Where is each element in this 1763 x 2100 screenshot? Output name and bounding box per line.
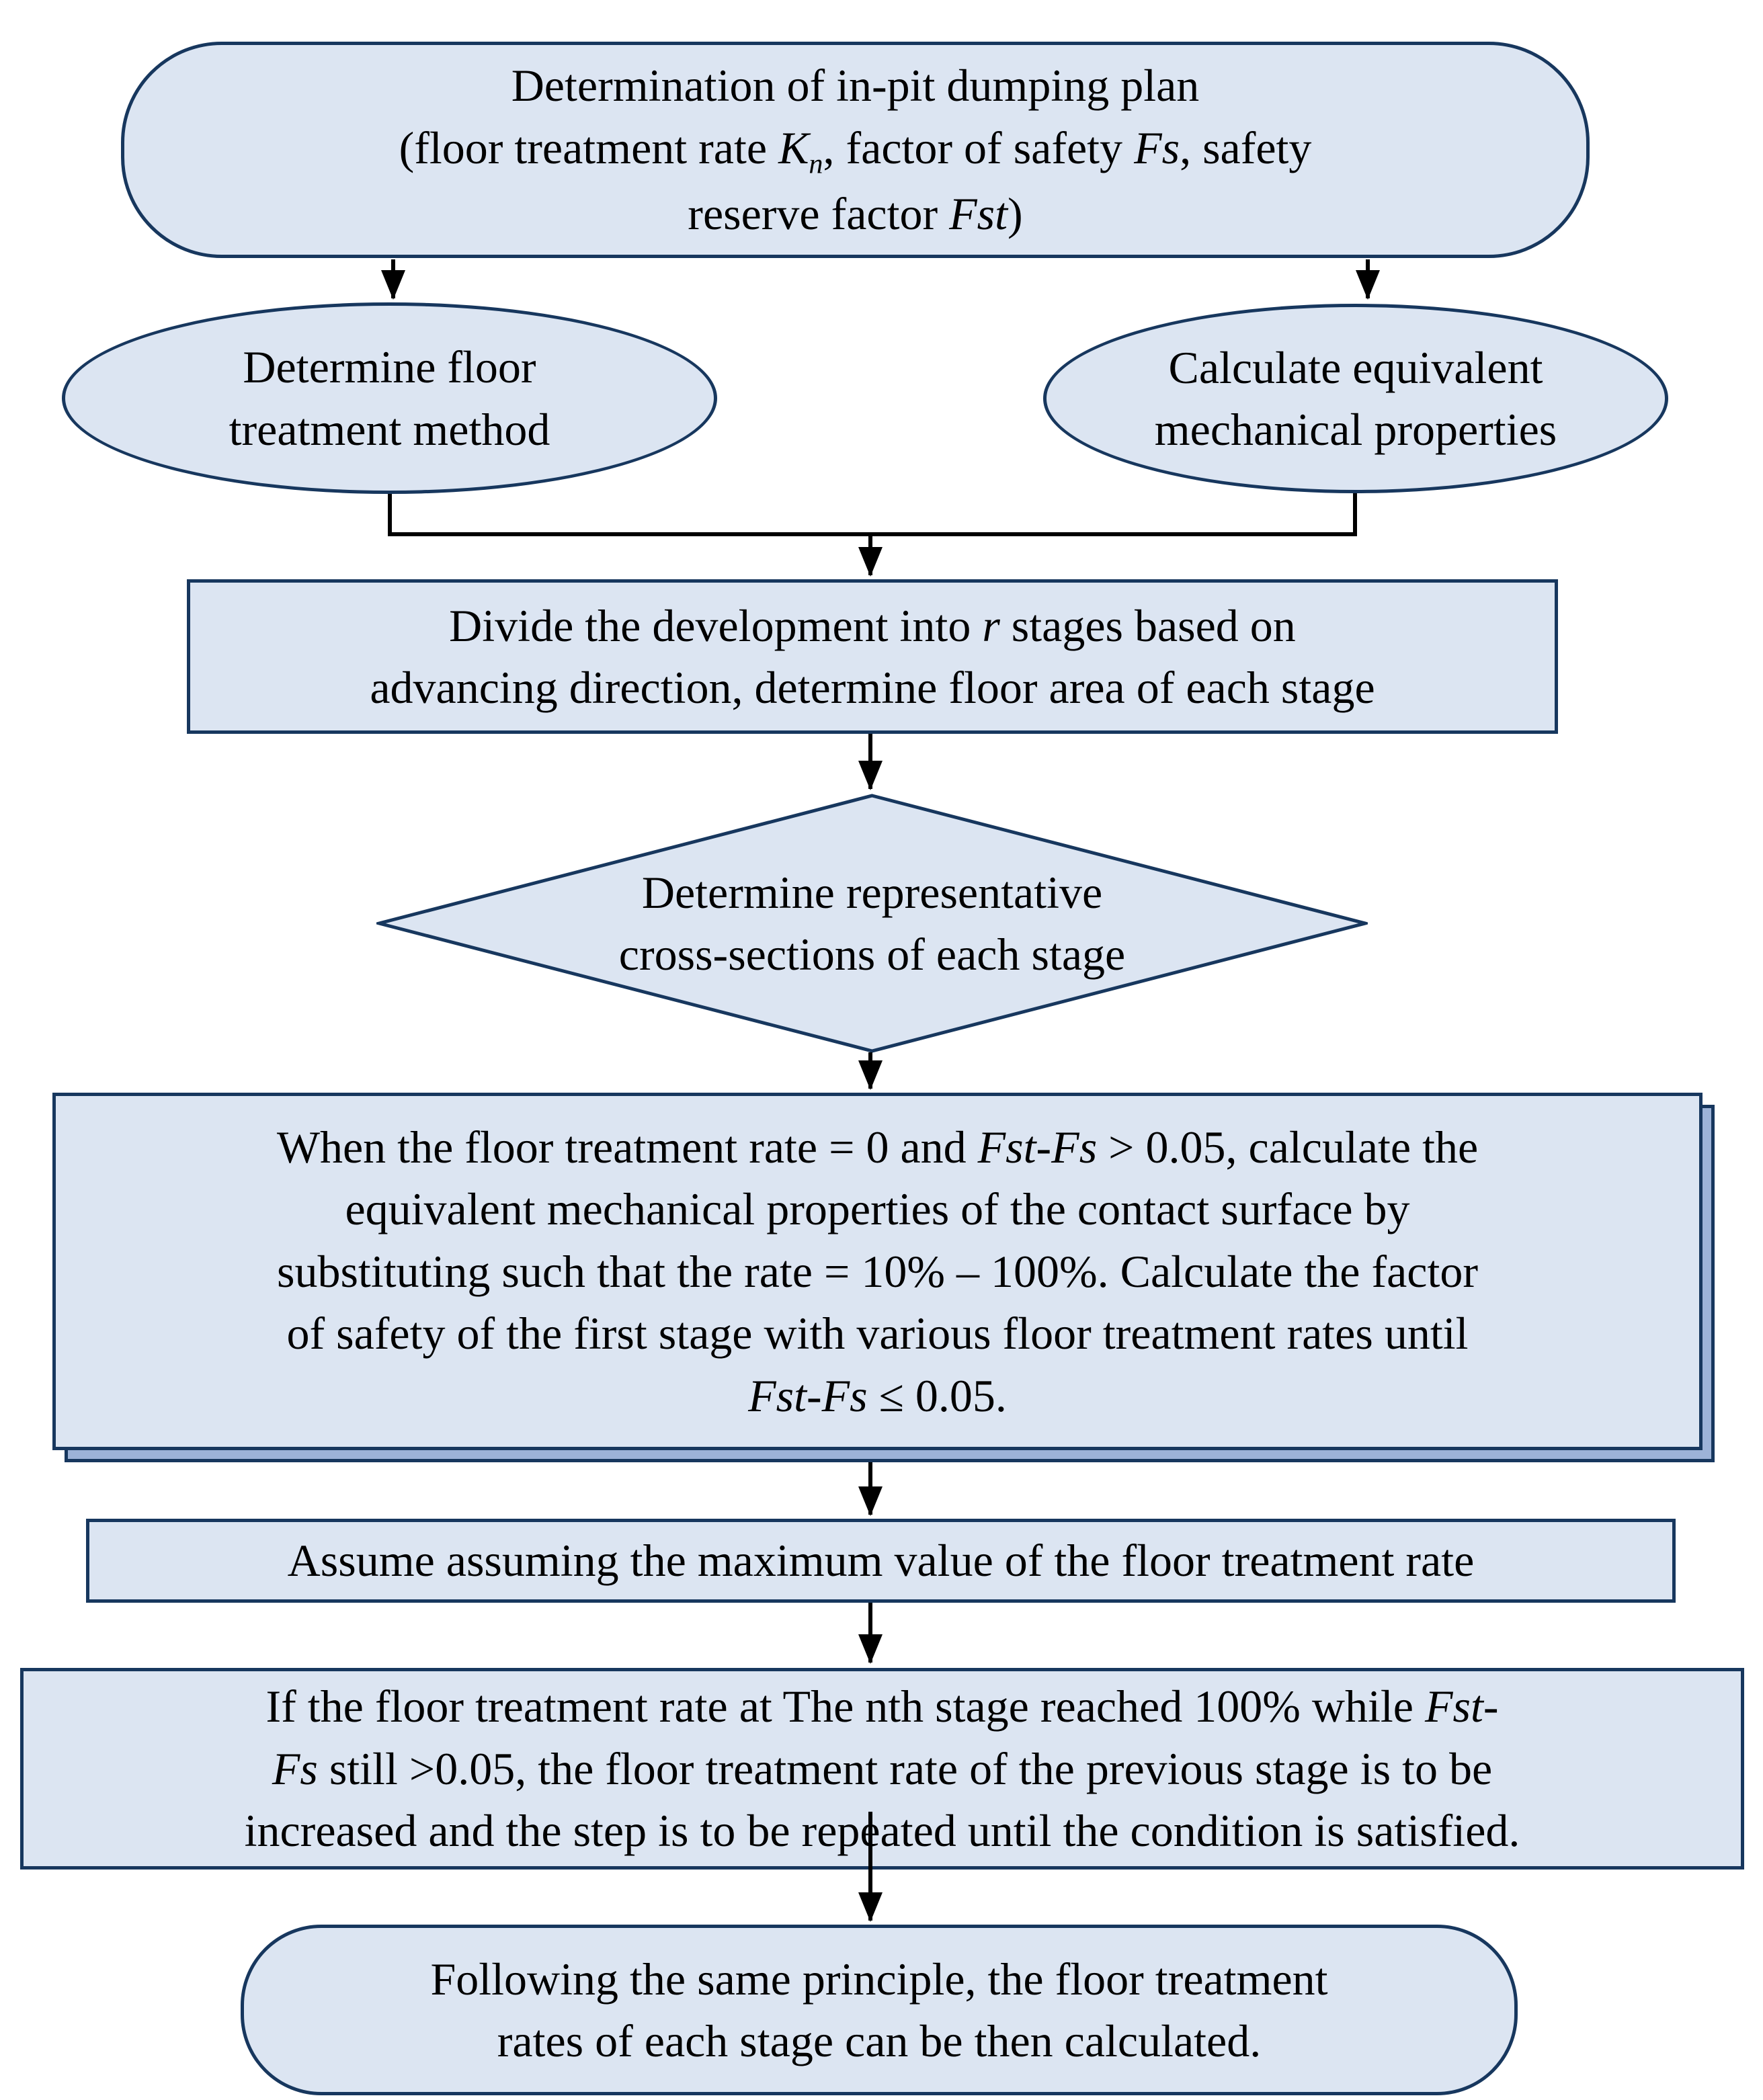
- connector-merge: [390, 493, 1355, 534]
- text-segment-subscript: n: [809, 148, 823, 180]
- text-segment-italic: r: [982, 599, 1000, 651]
- node-calculate-equivalent-mechanical-properties: [1043, 304, 1668, 493]
- node-calculate-safety-factor: [52, 1093, 1703, 1450]
- text-segment-italic: Fst-Fs: [977, 1121, 1098, 1173]
- text-segment-italic: Fs: [272, 1742, 318, 1794]
- text-segment: Divide the development into: [449, 599, 983, 651]
- text-segment: If the floor treatment rate at The nth stage reached 100% while: [265, 1681, 1425, 1732]
- end-line-2: rates of each stage can be then calculated.: [497, 2015, 1262, 2066]
- start-line-2: [399, 117, 1312, 183]
- sections-line-2: cross-sections of each stage: [618, 929, 1126, 980]
- calculate-line-1: [277, 1116, 1478, 1178]
- equivalent-line-2: mechanical properties: [1154, 404, 1557, 455]
- node-representative-cross-sections: [376, 793, 1368, 1054]
- divide-line-2: advancing direction, determine floor area of each stage: [370, 662, 1375, 713]
- text-segment: ): [1008, 188, 1023, 240]
- start-line-3: [688, 183, 1022, 245]
- calculate-line-4: of safety of the first stage with various floor treatment rates until: [286, 1308, 1469, 1359]
- text-segment: When the floor treatment rate = 0 and: [276, 1121, 978, 1173]
- text-segment-italic: Fst-: [1424, 1681, 1499, 1732]
- text-segment-italic: Fst-Fs: [748, 1370, 868, 1421]
- node-end-terminator: [241, 1925, 1518, 2095]
- node-divide-stages: [187, 579, 1558, 734]
- text-segment: > 0.05, calculate the: [1097, 1121, 1479, 1173]
- calculate-line-5: [748, 1365, 1007, 1427]
- assume-line-1: Assume assuming the maximum value of the floor treatment rate: [287, 1535, 1475, 1587]
- text-segment-italic: Fs: [1134, 122, 1180, 173]
- text-segment: (floor treatment rate: [399, 122, 779, 173]
- sections-line-1: Determine representative: [641, 866, 1103, 918]
- method-line-2: treatment method: [229, 403, 550, 455]
- text-segment: reserve factor: [688, 188, 950, 240]
- start-line-1: Determination of in-pit dumping plan: [511, 60, 1200, 112]
- equivalent-line-1: Calculate equivalent: [1168, 341, 1543, 393]
- text-segment-italic: K: [778, 122, 809, 173]
- diamond-text: [376, 793, 1368, 1054]
- text-segment: , factor of safety: [823, 122, 1135, 173]
- text-segment: ≤ 0.05.: [867, 1370, 1007, 1421]
- node-assume-maximum-rate: [86, 1519, 1676, 1603]
- node-iterate-previous-stage: [20, 1668, 1744, 1870]
- iterate-line-1: [265, 1675, 1498, 1737]
- text-segment-italic: Fst: [949, 188, 1008, 240]
- node-determine-floor-treatment-method: [62, 302, 717, 494]
- text-segment: stages based on: [999, 599, 1296, 651]
- text-segment: still >0.05, the floor treatment rate of the previous stage is to be: [317, 1742, 1493, 1794]
- method-line-1: Determine floor: [243, 341, 536, 393]
- calculate-line-3: substituting such that the rate = 10% – 100%. Calculate the factor: [277, 1245, 1478, 1297]
- divide-line-1: [449, 595, 1296, 657]
- text-segment: , safety: [1180, 122, 1312, 173]
- iterate-line-2: [272, 1738, 1492, 1800]
- iterate-line-3: increased and the step is to be repeated until the condition is satisfied.: [244, 1805, 1520, 1857]
- node-start-terminator: [121, 42, 1590, 258]
- calculate-line-2: equivalent mechanical properties of the contact surface by: [345, 1183, 1410, 1235]
- end-line-1: Following the same principle, the floor treatment: [430, 1953, 1328, 2005]
